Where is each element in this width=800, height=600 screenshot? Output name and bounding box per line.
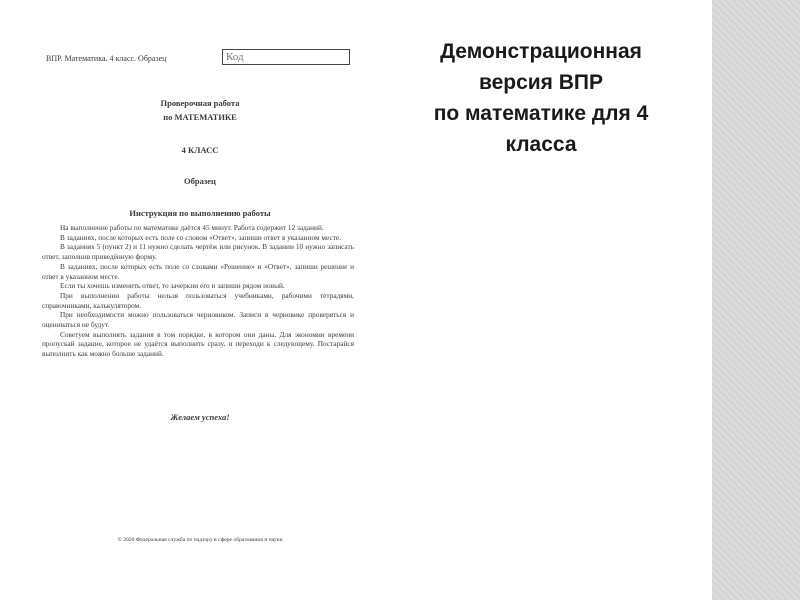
decorative-side-stripe bbox=[712, 0, 800, 600]
instruction-paragraph: При выполнении работы нельзя пользоваться учебниками, рабочими тетрадями, справочниками, калькулятором. bbox=[42, 290, 354, 310]
document-header-label: ВПР. Математика. 4 класс. Образец bbox=[46, 54, 167, 63]
document-title-line1: Проверочная работа bbox=[160, 98, 240, 108]
code-field: Код bbox=[222, 49, 350, 65]
slide-title-line2: версия ВПР bbox=[478, 71, 604, 94]
instruction-paragraph: В заданиях, после которых есть поле со словом «Ответ», запиши ответ в указанном месте. bbox=[60, 232, 341, 242]
document-title-line2: по МАТЕМАТИКЕ bbox=[163, 112, 237, 122]
slide-title bbox=[380, 36, 702, 160]
instruction-paragraph: В заданиях 5 (пункт 2) и 11 нужно сделать чертёж или рисунок. В задании 10 нужно записать ответ, заполнив приведённую форму. bbox=[42, 242, 354, 262]
slide-title-line4: класса bbox=[505, 133, 577, 156]
instruction-paragraph: Если ты хочешь изменить ответ, то зачеркни его и запиши рядом новый. bbox=[60, 281, 285, 291]
instructions-heading: Инструкция по выполнению работы bbox=[129, 208, 271, 218]
instruction-paragraph: При необходимости можно пользоваться черновиком. Записи в черновике проверяться и оцениваться не будут. bbox=[42, 310, 354, 330]
document-grade: 4 КЛАСС bbox=[181, 145, 219, 155]
instruction-paragraph: В заданиях, после которых есть поле со словами «Решение» и «Ответ», запиши решение и ответ в указанном месте. bbox=[42, 261, 354, 281]
slide-title-line3: по математике для 4 bbox=[433, 102, 649, 125]
instruction-paragraph: На выполнение работы по математике даётся 45 минут. Работа содержит 12 заданий. bbox=[60, 223, 324, 232]
instruction-paragraph: Советуем выполнять задания в том порядке, в котором они даны. Для экономии времени пропускай задание, которое не удаётся выполнить сразу, и переходи к следующему. Постарайся выполнить как можно больше заданий. bbox=[42, 329, 354, 359]
document-page-image bbox=[40, 46, 360, 556]
document-sample-label: Образец bbox=[184, 176, 216, 186]
document-footer: © 2020 Федеральная служба по надзору в сфере образования и науки bbox=[117, 537, 283, 543]
instructions-body bbox=[42, 223, 354, 359]
slide-title-line1: Демонстрационная bbox=[440, 40, 642, 63]
closing-wish: Желаем успеха! bbox=[170, 412, 230, 422]
